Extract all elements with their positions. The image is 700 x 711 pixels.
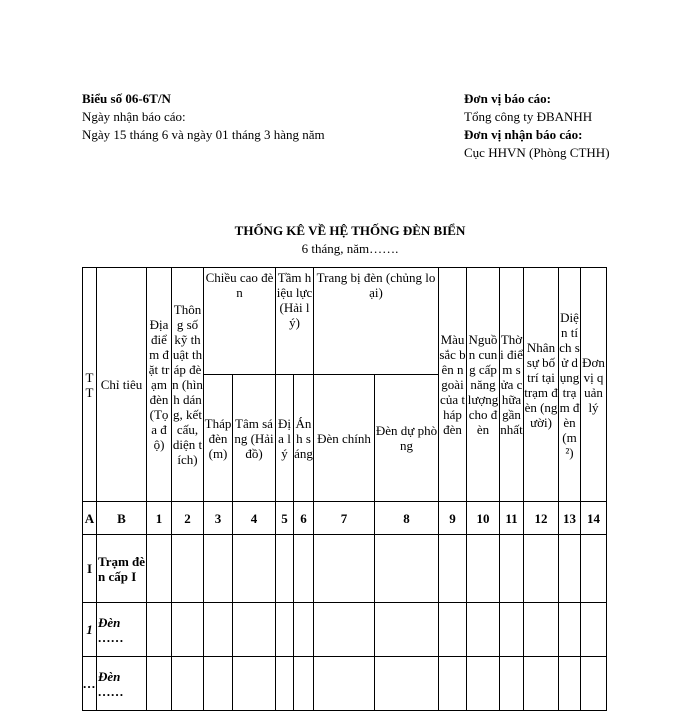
receiving-unit-label: Đơn vị nhận báo cáo: (464, 127, 583, 142)
lighthouse-statistics-table (82, 267, 607, 711)
index-cell: 13 (559, 502, 581, 535)
index-cell: 3 (204, 502, 233, 535)
page-subtitle: 6 tháng, năm……. (301, 241, 399, 256)
index-cell: 11 (500, 502, 524, 535)
index-cell: A (83, 502, 97, 535)
table-row (83, 535, 607, 603)
col-header-thoi-diem: Thời điểm sửa chữa gần nhất (500, 268, 524, 502)
index-cell: 12 (524, 502, 559, 535)
row-number: … (83, 657, 97, 711)
row-label: Đèn …… (97, 603, 147, 657)
col-header-den-chinh: Đèn chính (314, 375, 375, 502)
col-header-chi-tieu: Chỉ tiêu (97, 268, 147, 502)
col-header-don-vi: Đơn vị quản lý (581, 268, 607, 502)
reporting-unit-label: Đơn vị báo cáo: (464, 91, 552, 106)
index-cell: 2 (172, 502, 204, 535)
index-cell: 6 (294, 502, 314, 535)
received-date-label: Ngày nhận báo cáo: (82, 109, 186, 124)
col-header-den-du-phong: Đèn dự phòng (375, 375, 439, 502)
index-cell: 14 (581, 502, 607, 535)
header-right (464, 90, 624, 162)
col-header-nguon: Nguồn cung cấp năng lượng cho đèn (467, 268, 500, 502)
table-row (83, 657, 607, 711)
col-header-dia-ly: Địa lý (276, 375, 294, 502)
col-header-tam-hieu-luc: Tầm hiệu lực (Hải lý) (276, 268, 314, 375)
index-cell: 5 (276, 502, 294, 535)
col-header-trang-bi: Trang bị đèn (chủng loại) (314, 268, 439, 375)
col-header-tam-sang: Tâm sáng (Hải đồ) (233, 375, 276, 502)
index-cell: 10 (467, 502, 500, 535)
receiving-unit-value: Cục HHVN (Phòng CTHH) (464, 145, 610, 160)
index-cell: B (97, 502, 147, 535)
index-cell: 7 (314, 502, 375, 535)
col-header-tt: TT (83, 268, 97, 502)
row-number: 1 (83, 603, 97, 657)
col-header-chieu-cao: Chiều cao đèn (204, 268, 276, 375)
page-title: THỐNG KÊ VỀ HỆ THỐNG ĐÈN BIỂN (234, 223, 466, 238)
index-row (83, 502, 607, 535)
row-number: I (83, 535, 97, 603)
row-label: Đèn …… (97, 657, 147, 711)
index-cell: 9 (439, 502, 467, 535)
row-label: Trạm đèn cấp I (97, 535, 147, 603)
reporting-unit-value: Tổng công ty ĐBANHH (464, 109, 593, 124)
col-header-anh-sang: Ánh sáng (294, 375, 314, 502)
col-header-nhan-su: Nhân sự bố trí tại trạm đèn (người) (524, 268, 559, 502)
index-cell: 1 (147, 502, 172, 535)
index-cell: 4 (233, 502, 276, 535)
form-code: Biểu số 06-6T/N (82, 91, 171, 106)
table-row (83, 603, 607, 657)
col-header-dia-diem: Địa điểm đặt trạm đèn (Tọa độ) (147, 268, 172, 502)
col-header-thong-so: Thông số kỹ thuật tháp đèn (hình dáng, kết cấu, diện tích) (172, 268, 204, 502)
index-cell: 8 (375, 502, 439, 535)
col-header-thap-den: Tháp đèn (m) (204, 375, 233, 502)
header-left (82, 90, 325, 144)
col-header-dien-tich: Diện tích sử dụng trạm đèn (m²) (559, 268, 581, 502)
received-date-value: Ngày 15 tháng 6 và ngày 01 tháng 3 hàng năm (82, 127, 325, 142)
col-header-mau-sac: Màu sắc bên ngoài của tháp đèn (439, 268, 467, 502)
